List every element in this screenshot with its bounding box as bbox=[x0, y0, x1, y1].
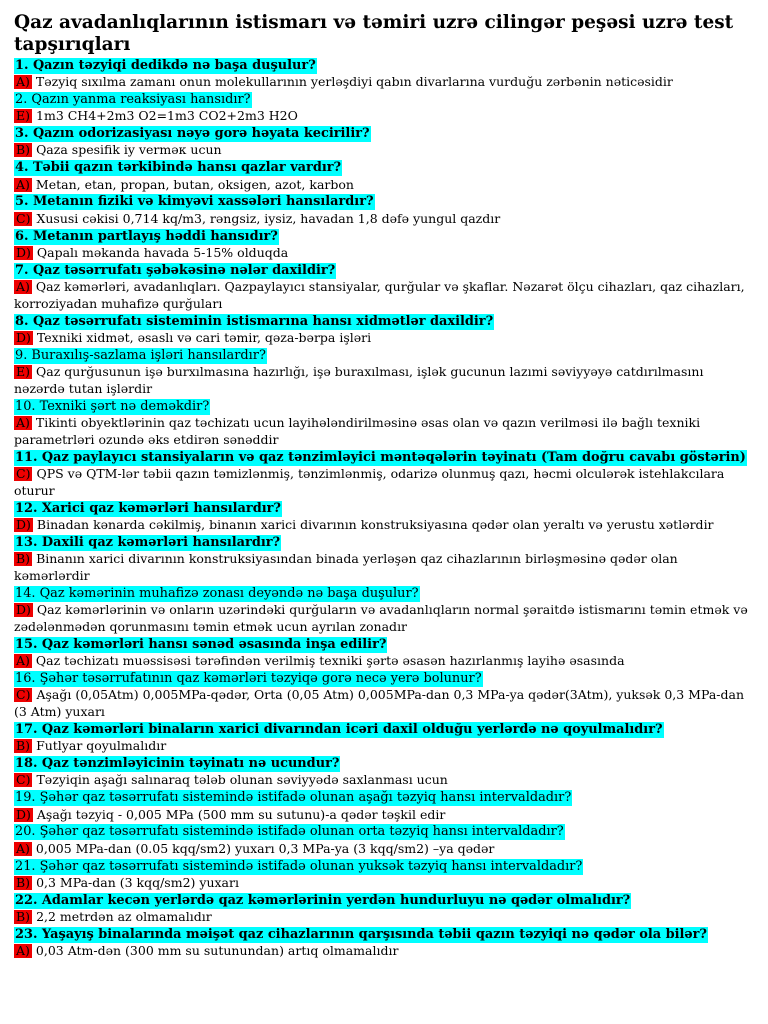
question-line bbox=[14, 91, 754, 108]
question-line bbox=[14, 193, 754, 210]
answer-text: Qapalı məkanda havada 5-15% olduqda bbox=[36, 244, 289, 260]
question-line bbox=[14, 262, 754, 279]
answer-letter-badge: D) bbox=[16, 517, 31, 533]
answer-text: Təzyiq sıxılma zamanı onun molekullarının yerləşdiyi qabın divarlarına vurduğu zərbənin nəticəsidir bbox=[35, 74, 673, 90]
answer-letter-badge: B) bbox=[16, 738, 31, 754]
answer-letter-badge: A) bbox=[16, 278, 30, 294]
answer-text: Aşağı təzyiq - 0,005 MPa (500 mm su sutunu)-a qədər təşkil edir bbox=[36, 806, 446, 822]
question-line bbox=[14, 347, 754, 364]
question-line bbox=[14, 670, 754, 687]
question-line bbox=[14, 125, 754, 142]
question-text: 15. Qaz kəmərləri hansı sənəd əsasında inşa edilir? bbox=[15, 636, 387, 652]
question-item bbox=[14, 347, 754, 398]
question-item bbox=[14, 789, 754, 823]
question-item bbox=[14, 585, 754, 636]
answer-text: Qaz təchizatı muəssisəsi tərəfindən verilmiş texniki şərtə əsasən hazırlanmış layihə əsasında bbox=[35, 653, 625, 669]
answer-letter-badge: A) bbox=[16, 415, 30, 430]
question-text: 21. Şəhər qaz təsərrufatı sistemində istifadə olunan yuksək təzyiq hansı intervaldadır? bbox=[15, 858, 583, 874]
answer-line bbox=[14, 653, 754, 670]
question-item bbox=[14, 755, 754, 789]
answer-line bbox=[14, 841, 754, 858]
question-item bbox=[14, 125, 754, 159]
answer-line bbox=[14, 738, 754, 755]
question-text: 7. Qaz təsərrufatı şəbəkəsinə nələr daxildir? bbox=[15, 262, 336, 278]
answer-letter-badge: B) bbox=[16, 874, 31, 890]
answer-letter-badge: C) bbox=[16, 466, 31, 482]
question-item bbox=[14, 670, 754, 721]
answer-text: Tikinti obyektlərinin qaz təchizatı ucun layihələndirilməsinə əsas olan və qazın verilməsi ilə bağlı texniki parametrləri ozundə əks etdirən sənəddir bbox=[14, 415, 701, 447]
answer-line bbox=[14, 551, 754, 585]
answer-text: Qaz kəmərlərinin və onların uzərindəki qurğuların və avadanlıqların normal şəraitdə istismarını təmin etmək və zədələnmədən qorunmasını təmin etmək ucun ayrılan zonadır bbox=[14, 602, 748, 635]
question-item bbox=[14, 193, 754, 227]
answer-line bbox=[14, 772, 754, 789]
answer-text: Xususi cəkisi 0,714 kq/m3, rəngsiz, iysiz, havadan 1,8 dəfə yungul qazdır bbox=[36, 210, 501, 226]
answer-line bbox=[14, 245, 754, 262]
answer-letter-badge: D) bbox=[16, 329, 31, 345]
answer-text: Aşağı (0,05Atm) 0,005MPa-qədər, Orta (0,05 Atm) 0,005MPa-dan 0,3 MPa-ya qədər(3Atm), yuksək 0,3 MPa-dan (3 Atm) yuxarı bbox=[14, 687, 744, 720]
question-item bbox=[14, 262, 754, 313]
question-text: 9. Buraxılış-sazlama işləri hansılardır? bbox=[15, 347, 266, 363]
question-text: 14. Qaz kəmərinin muhafizə zonası deyəndə nə başa duşulur? bbox=[15, 585, 419, 601]
answer-letter-badge: E) bbox=[16, 108, 31, 124]
question-text: 13. Daxili qaz kəmərləri hansılardır? bbox=[15, 534, 281, 550]
answer-text: 0,005 MPa-dan (0.05 kqq/sm2) yuxarı 0,3 MPa-ya (3 kqq/sm2) –ya qədər bbox=[35, 840, 495, 856]
question-line bbox=[14, 398, 754, 415]
question-item bbox=[14, 449, 754, 500]
question-text: 12. Xarici qaz kəmərləri hansılardır? bbox=[15, 500, 281, 516]
question-item bbox=[14, 313, 754, 347]
answer-letter-badge: B) bbox=[16, 142, 31, 158]
answer-text: QPS və QTM-lər təbii qazın təmizlənmiş, tənzimlənmiş, odarizə olunmuş qazı, həcmi olculərək istehlakcılara oturur bbox=[14, 466, 725, 498]
question-item bbox=[14, 534, 754, 585]
question-item bbox=[14, 636, 754, 670]
answer-line bbox=[14, 687, 754, 721]
question-text: 5. Metanın fiziki və kimyəvi xassələri hansılardır? bbox=[15, 194, 374, 210]
answer-line bbox=[14, 177, 754, 194]
question-line bbox=[14, 228, 754, 245]
answer-letter-badge: C) bbox=[16, 687, 31, 703]
question-item bbox=[14, 159, 754, 193]
question-item bbox=[14, 892, 754, 926]
answer-line bbox=[14, 108, 754, 125]
question-line bbox=[14, 57, 754, 74]
answer-text: Qaza spesifik iy verməк ucun bbox=[36, 142, 222, 158]
answer-line bbox=[14, 602, 754, 636]
answer-letter-badge: A) bbox=[16, 942, 30, 958]
question-item bbox=[14, 91, 754, 125]
answer-line bbox=[14, 142, 754, 159]
answer-letter-badge: B) bbox=[16, 908, 31, 924]
answer-line bbox=[14, 74, 754, 91]
question-line bbox=[14, 500, 754, 517]
answer-letter-badge: D) bbox=[16, 806, 31, 822]
question-text: 11. Qaz paylayıcı stansiyaların və qaz tənzimləyici məntəqələrin təyinatı (Tam doğru cavabı göstərin) bbox=[15, 449, 746, 465]
answer-line bbox=[14, 279, 754, 313]
question-text: 22. Adamlar kecən yerlərdə qaz kəmərlərinin yerdən hundurluyu nə qədər olmalıdır? bbox=[15, 892, 631, 908]
answer-text: Futlyar qoyulmalıdır bbox=[36, 738, 167, 754]
answer-line bbox=[14, 211, 754, 228]
answer-text: Təzyiqin aşağı salınaraq tələb olunan səviyyədə saxlanması ucun bbox=[36, 772, 448, 788]
answer-text: 0,03 Atm-dən (300 mm su sutunundan) artıq olmamalıdır bbox=[35, 942, 399, 958]
question-line bbox=[14, 159, 754, 176]
document-title: Qaz avadanlıqlarının istismarı və təmiri uzrə cilingər peşəsi uzrə test tapşırıqları bbox=[14, 12, 734, 55]
answer-line bbox=[14, 943, 754, 960]
question-line bbox=[14, 721, 754, 738]
answer-letter-badge: A) bbox=[16, 653, 30, 669]
question-text: 10. Texniki şərt nə deməkdir? bbox=[15, 398, 210, 414]
question-text: 1. Qazın təzyiqi dedikdə nə başa duşulur? bbox=[15, 58, 316, 73]
answer-line bbox=[14, 415, 754, 449]
question-text: 8. Qaz təsərrufatı sisteminin istismarına hansı xidmətlər daxildir? bbox=[15, 313, 494, 329]
question-line bbox=[14, 449, 754, 466]
answer-letter-badge: E) bbox=[16, 363, 31, 379]
answer-line bbox=[14, 330, 754, 347]
answer-text: Texniki xidmət, əsaslı və cari təmir, qəza-bərpa işləri bbox=[36, 329, 372, 345]
answer-letter-badge: A) bbox=[16, 74, 30, 90]
question-text: 2. Qazın yanma reaksiyası hansıdır? bbox=[15, 92, 251, 108]
answer-line bbox=[14, 517, 754, 534]
question-line bbox=[14, 755, 754, 772]
answer-letter-badge: D) bbox=[16, 244, 31, 260]
answer-letter-badge: A) bbox=[16, 840, 30, 856]
answer-letter-badge: D) bbox=[16, 602, 31, 618]
answer-text: 1m3 CH4+2m3 O2=1m3 CO2+2m3 H2O bbox=[36, 108, 298, 124]
question-item bbox=[14, 57, 754, 91]
question-text: 18. Qaz tənzimləyicinin təyinatı nə ucundur? bbox=[15, 756, 340, 772]
answer-text: Qaz kəmərləri, avadanlıqları. Qazpaylayıcı stansiyalar, qurğular və şkaflar. Nəzarət ölçu cihazları, qaz cihazları, korroziyadan muhafizə qurğuları bbox=[14, 278, 745, 311]
question-text: 17. Qaz kəmərləri binaların xarici divarından icəri daxil olduğu yerlərdə nə qoyulmalıdır? bbox=[15, 722, 663, 738]
question-line bbox=[14, 858, 754, 875]
answer-text: Metan, etan, propan, butan, oksigen, azot, karbon bbox=[35, 176, 354, 192]
question-line bbox=[14, 926, 754, 943]
question-line bbox=[14, 636, 754, 653]
question-line bbox=[14, 823, 754, 840]
answer-line bbox=[14, 909, 754, 926]
question-text: 6. Metanın partlayış həddi hansıdır? bbox=[15, 228, 278, 244]
question-list bbox=[14, 57, 754, 960]
answer-text: Binanın xarici divarının konstruksiyasından binada yerləşən qaz cihazlarının birləşməsinə qədər olan kəmərlərdir bbox=[14, 551, 678, 584]
question-item bbox=[14, 721, 754, 755]
answer-letter-badge: B) bbox=[16, 551, 31, 567]
question-item bbox=[14, 500, 754, 534]
question-line bbox=[14, 892, 754, 909]
question-text: 19. Şəhər qaz təsərrufatı sistemində istifadə olunan aşağı təzyiq hansı intervaldadır? bbox=[15, 790, 572, 806]
question-item bbox=[14, 858, 754, 892]
question-line bbox=[14, 789, 754, 806]
question-item bbox=[14, 823, 754, 857]
question-text: 16. Şəhər təsərrufatının qaz kəmərləri təzyiqə gorə necə yerə bolunur? bbox=[15, 671, 482, 687]
question-line bbox=[14, 585, 754, 602]
answer-line bbox=[14, 875, 754, 892]
answer-letter-badge: A) bbox=[16, 176, 30, 192]
answer-text: 2,2 metrdən az olmamalıdır bbox=[36, 908, 212, 924]
question-item bbox=[14, 926, 754, 960]
question-text: 4. Təbii qazın tərkibində hansı qazlar vardır? bbox=[15, 160, 342, 176]
answer-line bbox=[14, 466, 754, 500]
question-text: 23. Yaşayış binalarında məişət qaz cihazlarının qarşısında təbii qazın təzyiqi nə qədər ola bilər? bbox=[15, 926, 707, 942]
answer-line bbox=[14, 364, 754, 398]
question-text: 3. Qazın odorizasiyası nəyə gorə həyata kecirilir? bbox=[15, 126, 370, 142]
answer-letter-badge: C) bbox=[16, 772, 31, 788]
answer-letter-badge: C) bbox=[16, 210, 31, 226]
question-item bbox=[14, 398, 754, 449]
answer-text: Binadan kənarda cəkilmiş, binanın xarici divarının konstruksiyasına qədər olan yeraltı və yerustu xətlərdir bbox=[36, 517, 714, 533]
question-item bbox=[14, 228, 754, 262]
answer-text: 0,3 MPa-dan (3 kqq/sm2) yuxarı bbox=[36, 874, 239, 890]
answer-text: Qaz qurğusunun işə burxılmasına hazırlığı, işə buraxılması, işlək gucunun lazımi səviyyəyə catdırılmasını nəzərdə tutan işlərdir bbox=[14, 363, 704, 396]
question-line bbox=[14, 313, 754, 330]
answer-line bbox=[14, 807, 754, 824]
question-text: 20. Şəhər qaz təsərrufatı sistemində istifadə olunan orta təzyiq hansı intervaldadır? bbox=[15, 824, 564, 840]
question-line bbox=[14, 534, 754, 551]
